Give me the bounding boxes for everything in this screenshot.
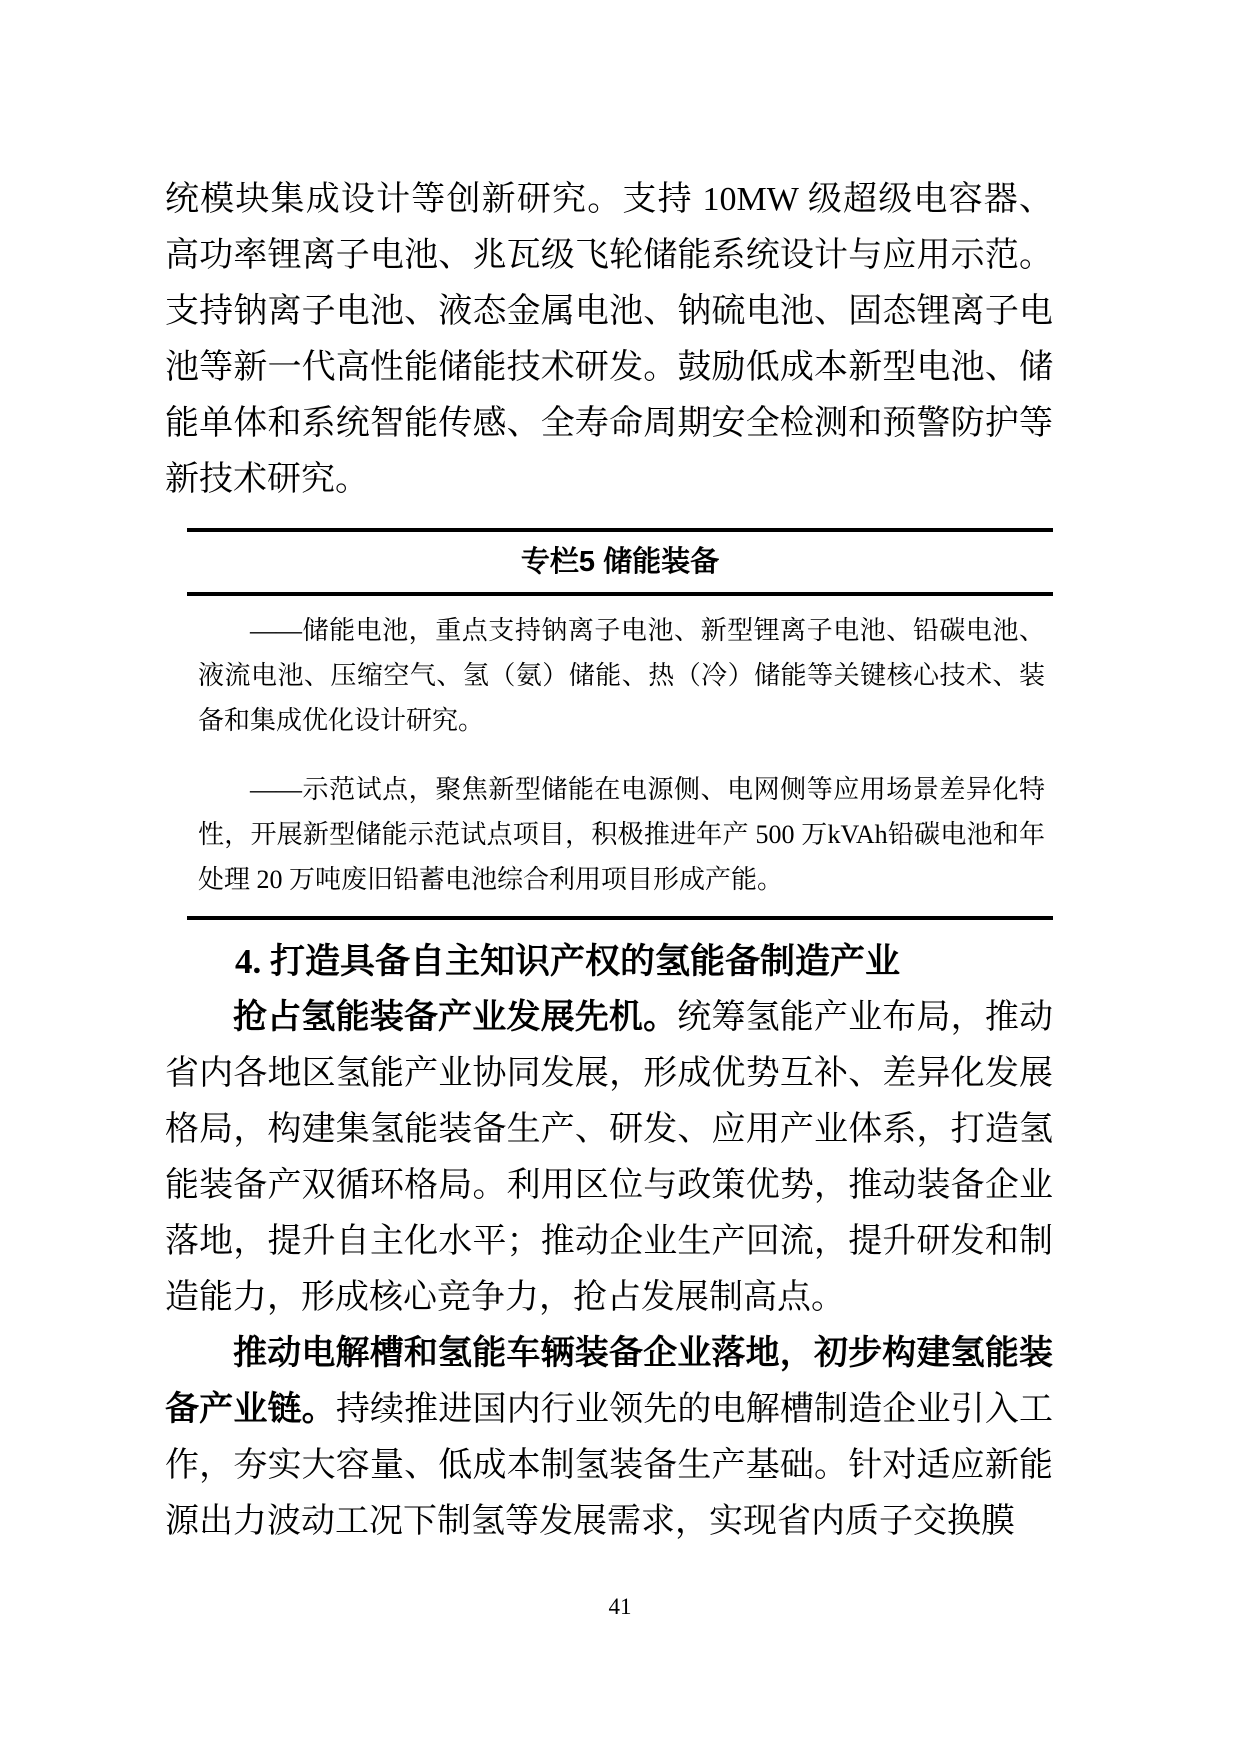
- page-number: 41: [608, 1594, 632, 1619]
- callout-bottom-rule: [187, 916, 1053, 920]
- paragraph-hydrogen-layout-body: 统筹氢能产业布局，推动省内各地区氢能产业协同发展，形成优势互补、差异化发展格局，构建集氢能装备生产、研发、应用产业体系，打造氢能装备产双循环格局。利用区位与政策优势，推动装备企业落地，提升自主化水平；推动企业生产回流，提升研发和制造能力，形成核心竞争力，抢占发展制高点。: [165, 999, 1054, 1316]
- callout-title: 专栏5 储能装备: [520, 546, 720, 578]
- callout-box: [187, 528, 1053, 920]
- callout-paragraph-pilot: ——示范试点，聚焦新型储能在电源侧、电网侧等应用场景差异化特性，开展新型储能示范试点项目，积极推进年产 500 万kVAh铅碳电池和年处理 20 万吨废旧铅蓄电池综合利用项目形成产能。: [198, 775, 1045, 894]
- paragraph-electrolyzer: [165, 1326, 1053, 1550]
- section-heading-4: 4. 打造具备自主知识产权的氢能备制造产业: [235, 942, 901, 981]
- callout-paragraph-batteries: ——储能电池，重点支持钠离子电池、新型锂离子电池、铅碳电池、液流电池、压缩空气、氢（氨）储能、热（冷）储能等关键核心技术、装备和集成优化设计研究。: [198, 616, 1045, 735]
- paragraph-electrolyzer-lead: 推动电解槽和氢能车辆装备企业落地，初步构建氢能装备产业链。: [165, 1335, 1053, 1428]
- document-page: [165, 172, 1053, 1550]
- body-paragraph-storage-tech: 统模块集成设计等创新研究。支持 10MW 级超级电容器、高功率锂离子电池、兆瓦级飞轮储能系统设计与应用示范。支持钠离子电池、液态金属电池、钠硫电池、固态锂离子电池等新一代高性能储能技术研发。鼓励低成本新型电池、储能单体和系统智能传感、全寿命周期安全检测和预警防护等新技术研究。: [165, 181, 1053, 498]
- callout-body: [187, 596, 1053, 916]
- paragraph-hydrogen-layout-lead: 抢占氢能装备产业发展先机。: [233, 999, 678, 1036]
- paragraph-electrolyzer-body: 持续推进国内行业领先的电解槽制造企业引入工作，夯实大容量、低成本制氢装备生产基础。针对适应新能源出力波动工况下制氢等发展需求，实现省内质子交换膜: [165, 1391, 1054, 1540]
- paragraph-hydrogen-layout: [165, 990, 1053, 1326]
